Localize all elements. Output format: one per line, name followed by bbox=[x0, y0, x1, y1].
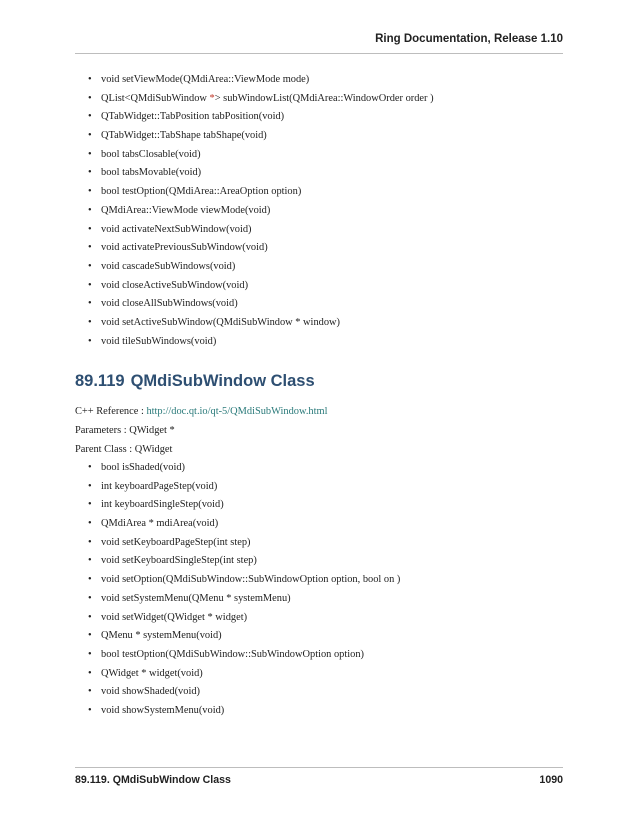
list-item: • bool testOption(QMdiArea::AreaOption option) bbox=[88, 184, 434, 203]
list-item: • bool tabsClosable(void) bbox=[88, 147, 434, 166]
list-item: • void setOption(QMdiSubWindow::SubWindowOption option, bool on ) bbox=[88, 572, 400, 591]
pointer-asterisk: * bbox=[209, 92, 215, 104]
list-item: • int keyboardSingleStep(void) bbox=[88, 497, 400, 516]
cpp-reference-link[interactable]: http://doc.qt.io/qt-5/QMdiSubWindow.html bbox=[146, 406, 328, 417]
list-item: • bool testOption(QMdiSubWindow::SubWindowOption option) bbox=[88, 647, 400, 666]
cpp-reference-line bbox=[75, 406, 327, 417]
list-item: • void setActiveSubWindow(QMdiSubWindow * window) bbox=[88, 315, 434, 334]
list-item: • QWidget * widget(void) bbox=[88, 666, 400, 685]
list-item: • void setKeyboardSingleStep(int step) bbox=[88, 553, 400, 572]
list-item: • void cascadeSubWindows(void) bbox=[88, 259, 434, 278]
running-header-title: Ring Documentation, Release 1.10 bbox=[375, 33, 563, 45]
section-heading bbox=[75, 372, 315, 391]
list-item: • void activatePreviousSubWindow(void) bbox=[88, 240, 434, 259]
method-list-qmdisubwindow bbox=[88, 460, 400, 722]
list-item: • void setViewMode(QMdiArea::ViewMode mode) bbox=[88, 72, 434, 91]
footer-section-title: 89.119. QMdiSubWindow Class bbox=[75, 774, 231, 786]
section-title: QMdiSubWindow Class bbox=[130, 372, 315, 390]
list-item-text-start: QList<QMdiSubWindow bbox=[101, 92, 210, 104]
list-item: • void setKeyboardPageStep(int step) bbox=[88, 535, 400, 554]
list-item: • QMenu * systemMenu(void) bbox=[88, 628, 400, 647]
list-item: • bool tabsMovable(void) bbox=[88, 165, 434, 184]
list-item: • bool isShaded(void) bbox=[88, 460, 400, 479]
list-item: • void showSystemMenu(void) bbox=[88, 703, 400, 722]
list-item: • QTabWidget::TabShape tabShape(void) bbox=[88, 128, 434, 147]
list-item: • int keyboardPageStep(void) bbox=[88, 479, 400, 498]
header-divider bbox=[75, 53, 563, 54]
parent-class-line: Parent Class : QWidget bbox=[75, 444, 173, 455]
list-item: • void activateNextSubWindow(void) bbox=[88, 222, 434, 241]
list-item: • QMdiArea * mdiArea(void) bbox=[88, 516, 400, 535]
list-item: • void setSystemMenu(QMenu * systemMenu) bbox=[88, 591, 400, 610]
parameters-line: Parameters : QWidget * bbox=[75, 425, 175, 436]
section-number: 89.119 bbox=[75, 372, 125, 390]
list-item: • void closeAllSubWindows(void) bbox=[88, 296, 434, 315]
footer-divider bbox=[75, 767, 563, 768]
list-item: • QMdiArea::ViewMode viewMode(void) bbox=[88, 203, 434, 222]
list-item: • void showShaded(void) bbox=[88, 684, 400, 703]
method-list-qmdiarea bbox=[88, 72, 434, 352]
list-item: • void tileSubWindows(void) bbox=[88, 334, 434, 353]
cpp-reference-label: C++ Reference : bbox=[75, 406, 147, 417]
list-item bbox=[88, 91, 434, 110]
footer-page-number: 1090 bbox=[539, 774, 563, 786]
list-item-text-end: > subWindowList(QMdiArea::WindowOrder order ) bbox=[214, 92, 434, 104]
list-item: • void setWidget(QWidget * widget) bbox=[88, 610, 400, 629]
list-item: • QTabWidget::TabPosition tabPosition(void) bbox=[88, 109, 434, 128]
list-item: • void closeActiveSubWindow(void) bbox=[88, 278, 434, 297]
